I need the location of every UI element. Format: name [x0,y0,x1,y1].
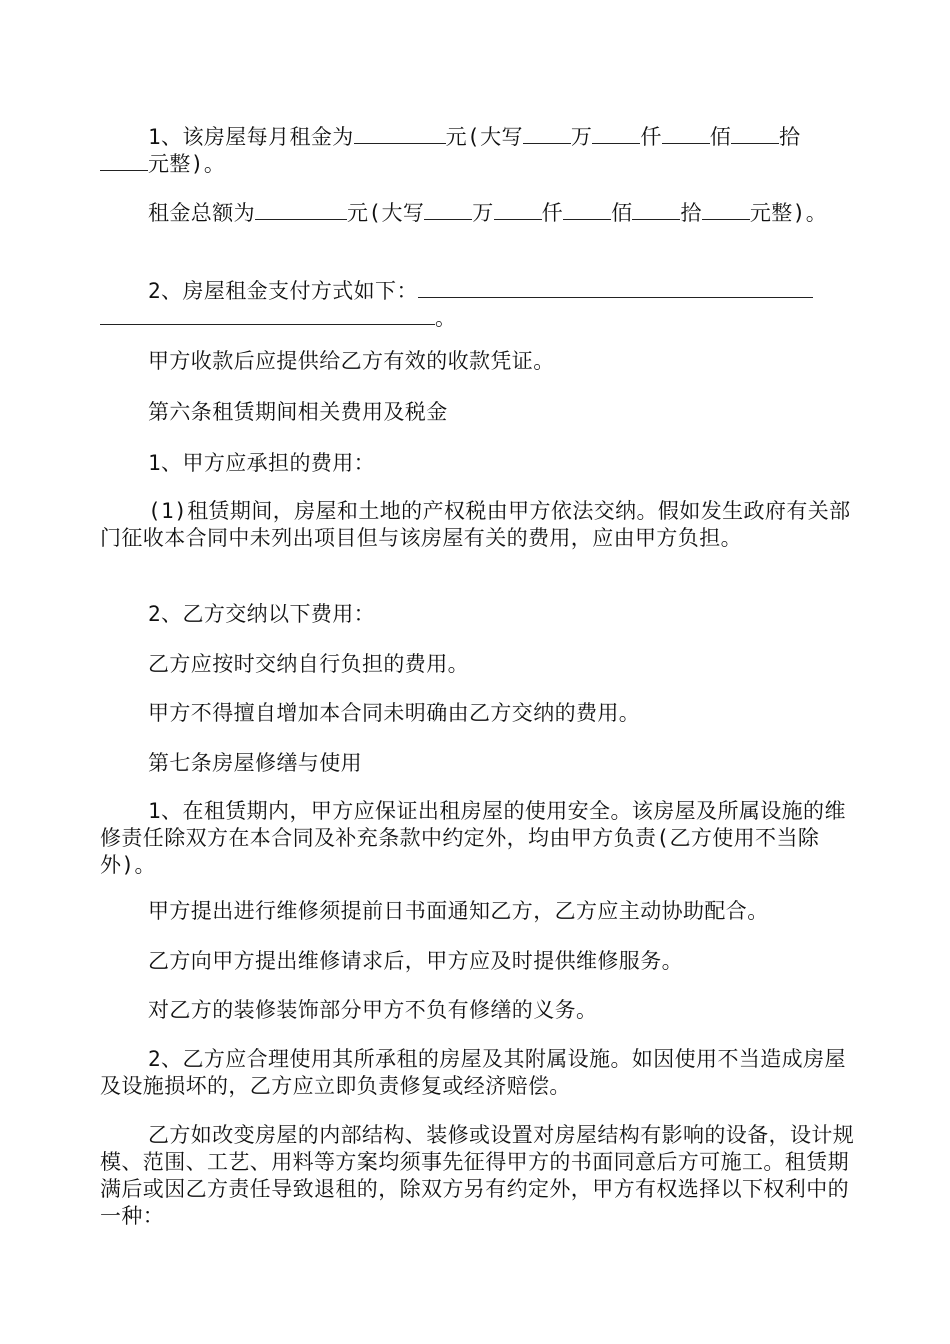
repair-notice-paragraph: 甲方提出进行维修须提前日书面通知乙方，乙方应主动协助配合。 [148,899,769,923]
property-tax-paragraph: (1)租赁期间，房屋和土地的产权税由甲方依法交纳。假如发生政府有关部门征收本合同中未列出项目但与该房屋有关的费用，应由甲方负担。 [100,499,851,550]
receipt-paragraph: 甲方收款后应提供给乙方有效的收款凭证。 [148,349,555,373]
total-qian-blank[interactable] [494,201,542,220]
monthly-rent-line-2: 元整)。 [100,151,855,178]
payment-method-blank-2[interactable] [100,306,435,325]
rent-amount-blank[interactable] [354,125,446,144]
payment-method-paragraph [100,278,855,332]
rent-shi-blank[interactable] [731,125,779,144]
party-a-fees-heading: 1、甲方应承担的费用： [148,451,376,475]
structure-change-paragraph: 乙方如改变房屋的内部结构、装修或设置对房屋结构有影响的设备，设计规模、范围、工艺、用料等方案均须事先征得甲方的书面同意后方可施工。租赁期满后或因乙方责任导致退租的，除双方另有约定外，甲方有权选择以下权利中的一种： [100,1123,855,1228]
rent-qian-blank[interactable] [592,125,640,144]
decoration-paragraph: 对乙方的装修装饰部分甲方不负有修缮的义务。 [148,998,598,1022]
total-shi-blank[interactable] [632,201,680,220]
total-yuan-blank[interactable] [702,201,750,220]
rent-wan-blank[interactable] [523,125,571,144]
rent-bai-blank[interactable] [662,125,710,144]
repair-request-paragraph: 乙方向甲方提出维修请求后，甲方应及时提供维修服务。 [148,949,683,973]
party-b-fees-heading: 2、乙方交纳以下费用： [148,602,376,626]
timely-payment-paragraph: 乙方应按时交纳自行负担的费用。 [148,652,469,676]
payment-method-line-1: 2、房屋租金支付方式如下： [100,278,855,305]
no-extra-fees-paragraph: 甲方不得擅自增加本合同未明确由乙方交纳的费用。 [148,701,641,725]
total-amount-blank[interactable] [255,201,347,220]
monthly-rent-line-1: 1、该房屋每月租金为 元(大写 万 仟 佰 拾 [148,125,801,149]
article-seven-heading: 第七条房屋修缮与使用 [148,751,362,775]
total-bai-blank[interactable] [563,201,611,220]
total-rent-paragraph [100,200,855,227]
total-wan-blank[interactable] [424,201,472,220]
total-rent-line: 租金总额为 元(大写 万 仟 佰 拾 元整)。 [148,201,828,225]
monthly-rent-paragraph [100,124,855,178]
payment-method-line-2: 。 [100,305,855,332]
rent-yuan-blank[interactable] [100,152,148,171]
repair-responsibility-paragraph: 1、在租赁期内，甲方应保证出租房屋的使用安全。该房屋及所属设施的维修责任除双方在本合同及补充条款中约定外，均由甲方负责(乙方使用不当除外)。 [100,799,846,877]
proper-use-paragraph: 2、乙方应合理使用其所承租的房屋及其附属设施。如因使用不当造成房屋及设施损坏的，乙方应立即负责修复或经济赔偿。 [100,1047,846,1098]
article-six-heading: 第六条租赁期间相关费用及税金 [148,400,448,424]
payment-method-blank-1[interactable] [418,279,813,298]
